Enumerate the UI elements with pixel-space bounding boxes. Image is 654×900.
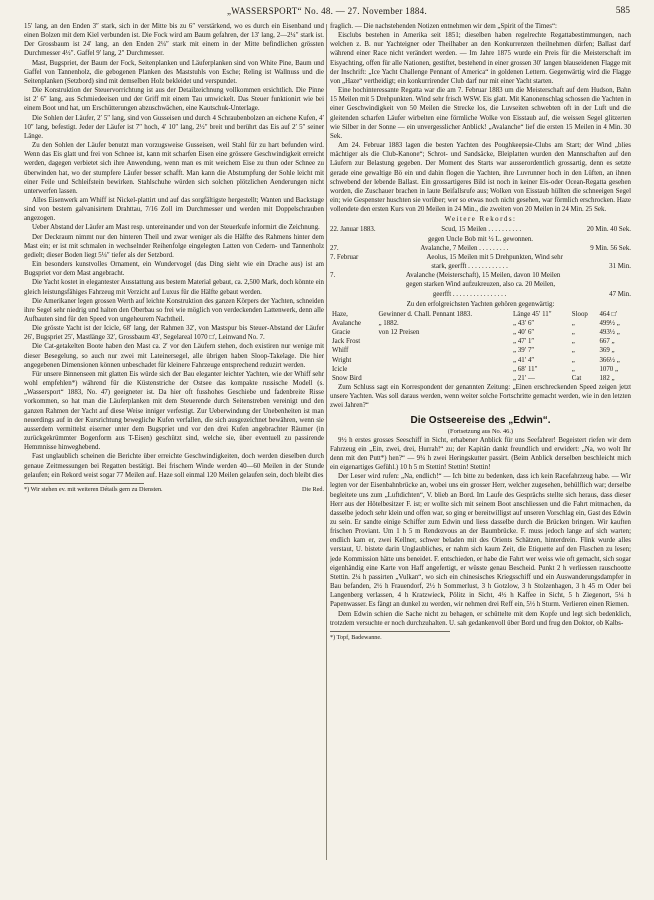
table-cell: „ 40′ 6″ bbox=[513, 329, 535, 337]
table-row bbox=[330, 356, 631, 365]
table-cell: 464 □′ bbox=[599, 310, 618, 318]
paragraph: Die grösste Yacht ist der Icicle, 68′ lang, der Rahmen 32′, von Mastspur bis Steuer-Abstand der Läufer 26′, Bugspriet 25′, Mastlänge 32′, Grossbaum 43′, Segelareal 1070 □′, Leinwand No. 7. bbox=[24, 325, 324, 342]
table-cell: Gracie bbox=[332, 329, 351, 337]
table-cell: Wright bbox=[332, 356, 352, 364]
table-cell: „ bbox=[571, 356, 575, 364]
paragraph: Die Cat-getakelten Boote haben den Mast ca. 2′ vor den Läufern stehen, doch existiren nur wenige mit dieser Besegelung, so auch nur zwei mit Lateinersegel, alle übrigen haben Sloop-Takelage. Die hier angegebenen Dimensionen können unbeschadet für kleinere Fahrzeuge entsprechend reduzirt werden. bbox=[24, 343, 324, 369]
table-cell: „ 41′ 4″ bbox=[513, 356, 535, 364]
paragraph: Zu den Sohlen der Läufer benutzt man vorzugsweise Gusseisen, weil Stahl für zu hart befunden wird. Wenn das Eis glatt und frei von Schnee ist, kann mit scharfen Eisen eine grössere Geschwindigkeit erreicht werden, dagegen verbietet sich ihre Anwendung, wenn man es mit weichem Eise zu thun oder Schnee zu überwinden hat, wo der stumpfere Läufer besser schafft. Man kann die Abstumpfung der Sohle leicht mit einer Feile und Schleifstein bewirken. Stahlschuhe würden sich solchen plötzlichen Aenderungen nicht unterwerfen lassen. bbox=[24, 142, 324, 195]
record-date: 27. bbox=[330, 244, 339, 252]
paragraph: Ein besonders kunstvolles Ornament, ein Wundervogel (das Ding sieht wie ein Drache aus) ist am Bugspriet vor dem Mast angebracht. bbox=[24, 261, 324, 278]
record-row bbox=[330, 244, 631, 253]
footnote-signature: Die Red. bbox=[302, 485, 324, 493]
table-cell: „ 21′ — bbox=[513, 374, 535, 382]
table-cell: Snow Bird bbox=[332, 374, 362, 382]
record-time: 9 Min. 56 Sek. bbox=[590, 244, 631, 252]
paragraph: Ueber Abstand der Läufer am Mast resp. untereinander und von der Steuerkufe informirt die Zeichnung. bbox=[32, 224, 320, 232]
record-date: 7. bbox=[330, 272, 336, 280]
paragraph: Eine hochinteressante Regatta war die am 7. Februar 1883 um die Meisterschaft auf dem Hudson, Bahn 15 Meilen mit 5 Drehpunkten. Wind sehr frisch WSW. Eis glatt. Mit Kanonenschlag schossen die Yachten in einer Geschwindigkeit von 50 Meilen die Strecke los, die Luvseiten schwebten oft in der Luft und die gleitenden scharfen Läufer wirbelten eine förmliche Wolke von Eisstaub auf, die weissen Segel glitzerten wie Silber in der Sonne — ein unvergesslicher Anblick! „Avalanche“ lief die ersten 15 Meilen in 4 Min. 30 Sek. bbox=[330, 87, 631, 140]
table-cell: von 12 Preisen bbox=[378, 329, 420, 337]
paragraph: Die Amerikaner legen grossen Werth auf leichte Konstruktion des ganzen Körpers der Yachten, schneiden ihre Segel sehr niedrig und halten den Oberbau so frei wie möglich von verdeckenden Lattenwerk, denn alle Aufbauten sind für den Speed von ungeheurem Nachtheil. bbox=[24, 297, 324, 323]
paragraph: Der Leser wird rufen: „Na, endlich!“ — Ich bitte zu bedenken, dass ich kein Racefahrzeug habe. — Wir legten vor der Eisenbahnbrücke an, wobei uns ein grosser Herr, welcher zugesehen, behülflich war; derselbe begleitete uns zum „Luftdichten“, V. blieb an Bord. Im Laufe des Gesprächs stellte sich heraus, dass dieser Herr aus der Hötelbesitzer F. ist; er wollte sich mit seinem Boot anschliessen und die Fahrt mitmachen, da dasselbe jedoch sehr klein und offen war, so ging er bereitwilligst auf unseren Vorschlag ein, Gast des Edwin zu sein. Er sandte einige Schiffer zum Edwin und liess dasselbe durch die Brücken bringen. Wir kauften frischen Proviant. Um 1 h 5 m Rendezvous an der Baumbrücke. F. muss jedoch lange auf sich warten; endlich kam er, zwei Kellner, schwer beladen mit des Orients Schätzen, hinterdrein. Flink wurde alles verstaut, U. bistete darin Unglaubliches, er nahm sich kaum Zeit, die Etiquette auf den Flaschen zu lesen; jede Kommission hätte uns beneidet. F. entschieden, er habe die Fahrt wer weiss wie oft gemacht, sich sogar eigenhändig eine Karte von Haff angefertigt, er wüsste genau Bescheid. Punkt 2 h verliessen rauschootte Stettin. 2¼ h passirten „Vulkan“, wo sich ein chinesisches Kriegsschiff und ein Auswanderungsdampfer in Bau befanden, 2½ h Frauendorf, 2½ h Sommerlust, 3 h Gotzlow, 3 h Stolzenhagen, 3 h 45 m Oder bei Langenberg verlassen, 4 h Kratzwieck, Pölitz in Sicht, 4½ h Kaffee in Sicht, 5 h Ziegenort, 5¼ h Papenwasser. Es fängt an dunkel zu werden, wir nehmen drei Reff ein, 5½ h Sturm. Verlieren einen Riemen. bbox=[330, 473, 631, 609]
table-cell: „ bbox=[571, 320, 575, 327]
table-row bbox=[330, 365, 631, 374]
record-date: 7. Februar bbox=[330, 253, 359, 261]
paragraph: Am 24. Februar 1883 lagen die besten Yachten des Poughkeepsie-Clubs am Start; der Wind „blies mächtiger als die Club-Kanone“; Schrot- und Sandsäcke, Bleiplatten wurden den Mannschaften auf den Läufern zur Belastung gegeben. Der Moment des Starts war ausserordentlich grossartig, denn es setzte gerade eine gewaltige Bö ein und dahin flogen die Yachten, ihre Luvrunner hoch in den Lüften, an ihnen schwebend der lebende Ballast. Ein grossartigeres Bild ist noch in keiner Eis-oder Ocean-Regatta gesehen worden, die Zuschauer brachen in laute Beifallsrufe aus; Wolken von Eisstaub hüllten die schneeigen Segel ein; wie Gespenster huschten sie vorüber; wer so etwas noch nicht gesehen, war förmlich erschrocken. Haze vollendete den ersten Kurs von 20 Meilen in 24 Min., die zweiten von 20 Meilen in 24 Min. 25 Sek. bbox=[330, 142, 631, 214]
table-cell: Cat bbox=[571, 374, 582, 382]
record-row bbox=[330, 235, 631, 244]
record-desc: stark, geerfft . . . . . . . . . . . . bbox=[431, 263, 508, 271]
table-row bbox=[330, 310, 631, 319]
table-cell: „ 39′ 7″ bbox=[513, 347, 535, 355]
footnote bbox=[24, 486, 324, 494]
record-time: 31 Min. bbox=[609, 263, 631, 271]
record-desc: Avalanche (Meisterschaft), 15 Meilen, davon 10 Meilen bbox=[405, 272, 561, 280]
table-cell: Avalanche bbox=[332, 320, 361, 327]
table-cell: „ bbox=[571, 329, 575, 337]
table-row bbox=[330, 337, 631, 346]
paragraph: Für unsere Binnenseen mit glatten Eis würde sich der Bau eleganter leichter Yachten, wie der Whiff sehr wohl empfehlen*) während für die Küstenstriche der Ostsee das kompakte russische Modell (s. „Wassersport“ 1883, No. 47) geeigneter ist. Da hier oft fusshohes Geschiebe und fadenbreite Risse vorkommen, so hat man die Läuferplanken mit dem Steuerende durch Seitenstreben vereinigt und den ganzen Rahmen der Yacht auf diese Weise inniger verfestigt. Zur Ueberwindung der Unebenheiten ist man neuerdings auf in der Kursrichtung bewegliche Kufen verfallen, die sich ausgezeichnet bewähren, wenn sie ausserdem vermittelst eiserner unter dem Bugspriet und vor den drei Kufen angebrachter Räumer (in zurückgekrümmter Bogenform aus T-Eisen) geschützt sind, welche sie, über eventuell zu passirende Hemmnisse hinweghebend. bbox=[24, 370, 324, 452]
table-cell: „ bbox=[571, 338, 575, 346]
paragraph: Mast, Bugspriet, der Baum der Fock, Seitenplanken und Läuferplanken sind von White Pine, Baum und Gaffel von Tannenholz, die gebogenen Planken des Maststuhls von Esche; Reling ist Wallnuss und die Seitenplanken (Setzbord) sind mit demselben Holz bekleidet und verspundet. bbox=[24, 59, 324, 85]
record-desc: Avalanche, 7 Meilen . . . . . . . . . bbox=[420, 244, 509, 252]
record-desc: Scud, 15 Meilen . . . . . . . . . . bbox=[441, 226, 522, 234]
table-cell: 493½ „ bbox=[599, 329, 620, 337]
record-time: 47 Min. bbox=[609, 290, 631, 298]
records-title: Weitere Rekords: bbox=[444, 216, 517, 224]
record-desc: gegen Uncle Bob mit ½ L. gewonnen. bbox=[427, 235, 534, 243]
table-cell bbox=[376, 337, 511, 346]
journal-header: „WASSERSPORT“ No. 48. — 27. November 1884. bbox=[226, 6, 428, 16]
table-cell: 369 „ bbox=[599, 347, 615, 355]
record-desc: Aeolus, 15 Meilen mit 5 Drehpunkten, Wind sehr bbox=[426, 253, 563, 261]
records-list bbox=[330, 225, 631, 298]
paragraph: fraglich. — Die nachstehenden Notizen entnehmen wir dem „Spirit of the Times“: bbox=[330, 23, 557, 30]
table-cell: Icicle bbox=[332, 365, 348, 373]
table-cell: Sloop bbox=[571, 310, 588, 318]
table-cell: Haze, bbox=[332, 310, 348, 318]
table-cell: 366½ „ bbox=[599, 356, 620, 364]
section-subtitle: (Fortsetzung aus No. 46.) bbox=[447, 427, 514, 435]
table-cell: 667 „ bbox=[599, 338, 615, 346]
table-title: Zu den erfolgreichsten Yachten gehören gegenwärtig: bbox=[406, 300, 555, 308]
record-row bbox=[330, 262, 631, 271]
paragraph: Der Deckraum nimmt nur den hinteren Theil und zwar weniger als die Hälfte des Rahmens hinter dem Mast ein; er ist mit schmalen in wechselnder Reihenfolge eingelegten Latten von Cedern- und Tannenholz gedielt; dieser Boden liegt 5¼″ tiefer als der Setzbord. bbox=[24, 233, 324, 259]
table-cell: „ bbox=[571, 365, 575, 373]
table-cell: Länge 45′ 11″ bbox=[513, 310, 552, 318]
paragraph: Zum Schluss sagt ein Korrespondent der genannten Zeitung: „Einen erschreckenden Speed zeigen jetzt unsere Yachten. Was soll daraus werden, wenn weiter solche Fortschritte gemacht werden, wie in den letzten zwei Jahren?“ bbox=[330, 384, 631, 410]
page-header bbox=[24, 6, 630, 20]
table-row bbox=[330, 319, 631, 328]
paragraph: Dem Edwin schien die Sache nicht zu behagen, er schüttelte mit dem Kopfe und legt sich bedenklich, trotzdem versuchte er noch durchzuhalten. U. sah gedankenvoll über Bord und frug den Doktor, ob Kalbs- bbox=[330, 610, 631, 627]
table-cell: „ 68′ 11″ bbox=[513, 365, 538, 373]
table-row bbox=[330, 328, 631, 337]
table-cell: Jack Frost bbox=[332, 338, 361, 346]
table-cell bbox=[376, 346, 511, 355]
yacht-table bbox=[330, 310, 631, 383]
table-cell: 182 „ bbox=[599, 374, 615, 382]
paragraph: Alles Eisenwerk am Whiff ist Nickel-plattirt und auf das sorgfältigste hergestellt; Wanten und Backstage sind von bestem galvanisirtem Drahttau, 7/16 Zoll im Durchmesser und werden mit Doppelschrauben angezogen. bbox=[24, 196, 324, 223]
table-cell: Gewinner d. Chall. Pennant 1883. bbox=[378, 310, 473, 318]
table-cell: 1070 „ bbox=[599, 365, 619, 373]
table-cell: „ 47′ 1″ bbox=[513, 338, 535, 346]
footnote: *) Topf, Badewanne. bbox=[330, 633, 382, 641]
record-date: 22. Januar 1883. bbox=[330, 226, 376, 234]
record-desc: gegen starken Wind aufzukreuzen, also ca. 20 Meilen, bbox=[405, 281, 556, 289]
column-divider bbox=[326, 24, 327, 860]
record-row bbox=[330, 290, 631, 299]
paragraph: 9½ h erstes grosses Seeschiff in Sicht, erhabener Anblick für uns Seefahrer! Begeistert riefen wir dem Fahrzeug ein „Ein, zwei, drei, Hurrah!“ zu; der Kapitän dankt freundlich und erwidert: „Na, wo wolt Ihr denn mit den Putt*) hen?“ — 9¾ h zwei Heringskutter passirt. (Beim Anblick derselben beschleicht mich ein eigenartiges Gefühl.) 10 h 5 m Stettin! Stettin! Stettin! bbox=[330, 436, 631, 472]
section-title: Die Ostseereise des „Edwin“. bbox=[410, 414, 551, 426]
paragraph: Die Sohlen der Läufer, 2′ 5″ lang, sind von Gusseisen und durch 4 Schraubenbolzen an eichene Kufen, 4′ 10″ lang, befestigt. Jeder der Läufer ist 7″ hoch, 4′ 10″ lang, 2½″ breit und berührt das Eis auf 2′ 5″ seiner Länge. bbox=[24, 114, 324, 140]
record-row bbox=[330, 225, 631, 234]
table-row bbox=[330, 346, 631, 355]
table-cell: „ 43′ 6″ bbox=[513, 320, 535, 327]
paragraph: 15′ lang, an den Enden 3″ stark, sich in der Mitte bis zu 6″ verstärkend, wo es durch ein Eisenband und einen Bolzen mit dem Kiel verbunden ist. Die Fock wird am Baum gefahren, der 13′ lang, 2—2¼″ stark ist. Der Grossbaum ist 24′ lang, an den Enden 2¼″ stark mit einem in der Mitte befindlichen grössten Durchmesser 4½″. Gaffel 9′ lang, 2″ Durchmesser. bbox=[24, 23, 324, 58]
footnote-rule bbox=[24, 483, 144, 484]
record-row bbox=[330, 271, 631, 280]
page-number: 585 bbox=[615, 6, 630, 16]
paragraph: Fast unglaublich scheinen die Berichte über erreichte Geschwindigkeiten, doch werden dieselben durch genaue Zeitmessungen bei Regatten bestätigt. Bei frischem Winde werden 40—60 Meilen in der Stunde gelaufen; ein Rekord weist sogar 77 Meilen auf. Haze soll einmal 120 Meilen gelaufen sein, doch bleibt dies bbox=[24, 453, 324, 479]
table-cell bbox=[376, 374, 511, 383]
footnote-text: *) Wir stehen ev. mit weiteren Détails gern zu Diensten. bbox=[24, 485, 163, 493]
paragraph: Die Konstruktion der Steuervorrichtung ist aus der Detailzeichnung vollkommen ersichtlich. Die Pinne ist 2′ 6″ lang, aus Schmiedeeisen und der Griff mit einem Tau umwickelt. Das Steuer funktionirt wie bei einem Boot und hat, um Erschütterungen abzuschwächen, eine Kautschuk-Unterlage. bbox=[24, 87, 324, 113]
right-column bbox=[330, 22, 631, 894]
table-cell: „ 1882. bbox=[378, 320, 399, 327]
table-row bbox=[330, 374, 631, 383]
footnote-rule bbox=[330, 631, 450, 632]
left-column bbox=[24, 22, 324, 894]
paragraph: Die Yacht kostet in elegantester Ausstattung aus bestem Material gebaut, ca. 2,500 Mark, doch könnte ein gleich leistungsfähiges Fahrzeug mit Verzicht auf Luxus für die Hälfte gebaut werden. bbox=[24, 279, 324, 296]
record-row bbox=[330, 253, 631, 262]
record-time: 20 Min. 40 Sek. bbox=[586, 226, 631, 234]
table-cell: 499½ „ bbox=[599, 320, 620, 327]
table-cell: „ bbox=[571, 347, 575, 355]
record-desc: geerfft . . . . . . . . . . . . . . . . bbox=[432, 290, 507, 298]
record-row bbox=[330, 280, 631, 289]
table-cell: Whiff bbox=[332, 347, 349, 355]
table-cell bbox=[376, 356, 511, 365]
table-cell bbox=[376, 365, 511, 374]
paragraph: Eisclubs bestehen in Amerika seit 1851; dieselben haben regelrechte Regattabestimmungen, nach welchen z. B. nur Yachteigner oder Theilhaber an den Konkurrenzen theilnehmen dürfen; Ballast darf während einer Race nicht verändert werden. — Im Jahre 1875 wurde ein Preis für die Meisterschaft im Eisyachting, offen für alle Nationen, gestiftet, bestehend in einer grossen 30′ langen blauseidenen Flagge mit der Inschrift: „Ice Yacht Challenge Pennant of America“ in goldenen Lettern. Gegenwärtig wird die Flagge von „Haze“ vertheidigt; ein konkurrirender Club darf nur mit einer Yacht starten. bbox=[330, 32, 631, 85]
